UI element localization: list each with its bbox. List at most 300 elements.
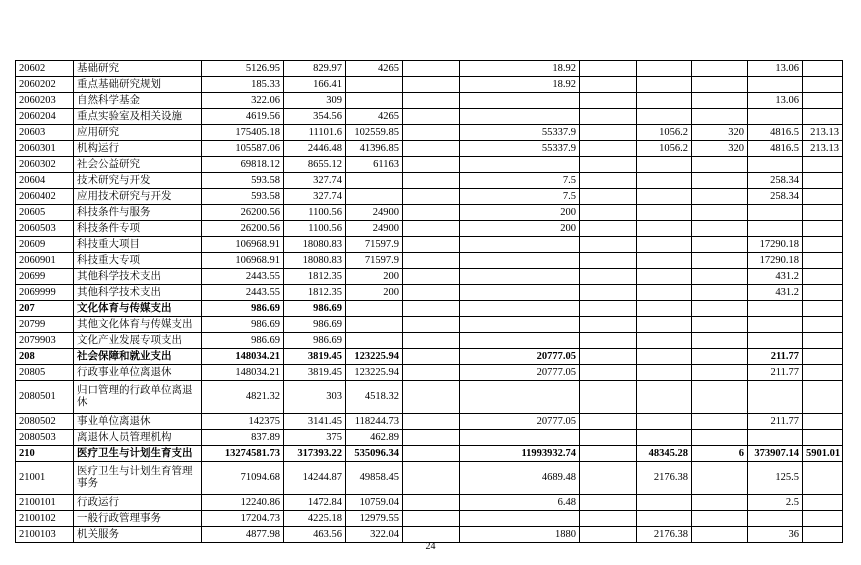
cell-name: 文化产业发展专项支出 bbox=[74, 333, 202, 349]
cell-code: 20605 bbox=[16, 205, 74, 221]
cell-value bbox=[637, 381, 692, 414]
table-row bbox=[16, 333, 843, 349]
cell-value bbox=[460, 93, 580, 109]
cell-value bbox=[692, 189, 748, 205]
table-row bbox=[16, 109, 843, 125]
cell-value bbox=[580, 365, 637, 381]
cell-value bbox=[803, 365, 843, 381]
cell-value: 7.5 bbox=[460, 173, 580, 189]
cell-value bbox=[803, 414, 843, 430]
cell-value bbox=[692, 253, 748, 269]
cell-value bbox=[637, 189, 692, 205]
cell-value bbox=[580, 381, 637, 414]
cell-value: 106968.91 bbox=[202, 253, 284, 269]
table-row bbox=[16, 301, 843, 317]
cell-value: 175405.18 bbox=[202, 125, 284, 141]
cell-value bbox=[637, 93, 692, 109]
cell-value bbox=[580, 414, 637, 430]
cell-value bbox=[692, 430, 748, 446]
cell-code: 2100103 bbox=[16, 527, 74, 543]
cell-value bbox=[403, 430, 460, 446]
cell-name: 其他文化体育与传媒支出 bbox=[74, 317, 202, 333]
cell-value: 18.92 bbox=[460, 61, 580, 77]
cell-value: 4518.32 bbox=[346, 381, 403, 414]
cell-value: 142375 bbox=[202, 414, 284, 430]
cell-value: 12240.86 bbox=[202, 495, 284, 511]
cell-value bbox=[637, 285, 692, 301]
cell-value: 320 bbox=[692, 141, 748, 157]
cell-value: 12979.55 bbox=[346, 511, 403, 527]
cell-value bbox=[580, 495, 637, 511]
cell-code: 207 bbox=[16, 301, 74, 317]
cell-value bbox=[580, 511, 637, 527]
cell-value bbox=[403, 269, 460, 285]
table-row bbox=[16, 253, 843, 269]
cell-value: 102559.85 bbox=[346, 125, 403, 141]
cell-value bbox=[460, 253, 580, 269]
cell-value bbox=[460, 301, 580, 317]
cell-value bbox=[637, 414, 692, 430]
cell-value: 1472.84 bbox=[284, 495, 346, 511]
cell-value: 1100.56 bbox=[284, 221, 346, 237]
cell-value bbox=[803, 157, 843, 173]
cell-value bbox=[692, 381, 748, 414]
cell-value: 166.41 bbox=[284, 77, 346, 93]
cell-value: 18080.83 bbox=[284, 237, 346, 253]
cell-value bbox=[692, 285, 748, 301]
table-row bbox=[16, 77, 843, 93]
cell-code: 20799 bbox=[16, 317, 74, 333]
cell-value bbox=[580, 462, 637, 495]
cell-value: 986.69 bbox=[202, 333, 284, 349]
cell-value: 4265 bbox=[346, 61, 403, 77]
cell-value: 5901.01 bbox=[803, 446, 843, 462]
cell-value bbox=[403, 253, 460, 269]
cell-value: 105587.06 bbox=[202, 141, 284, 157]
cell-value: 8655.12 bbox=[284, 157, 346, 173]
cell-value: 462.89 bbox=[346, 430, 403, 446]
cell-value: 118244.73 bbox=[346, 414, 403, 430]
cell-code: 2100101 bbox=[16, 495, 74, 511]
budget-table bbox=[15, 60, 843, 543]
cell-value: 986.69 bbox=[202, 301, 284, 317]
cell-value: 373907.14 bbox=[748, 446, 803, 462]
cell-code: 2080502 bbox=[16, 414, 74, 430]
cell-value bbox=[580, 173, 637, 189]
cell-value: 11993932.74 bbox=[460, 446, 580, 462]
cell-value bbox=[346, 301, 403, 317]
cell-value: 4821.32 bbox=[202, 381, 284, 414]
cell-name: 事业单位离退休 bbox=[74, 414, 202, 430]
cell-value: 354.56 bbox=[284, 109, 346, 125]
cell-value: 18.92 bbox=[460, 77, 580, 93]
cell-value bbox=[803, 173, 843, 189]
cell-value bbox=[403, 462, 460, 495]
cell-value: 2446.48 bbox=[284, 141, 346, 157]
cell-code: 2100102 bbox=[16, 511, 74, 527]
cell-value bbox=[748, 333, 803, 349]
cell-value bbox=[580, 349, 637, 365]
cell-value: 211.77 bbox=[748, 365, 803, 381]
cell-code: 21001 bbox=[16, 462, 74, 495]
cell-value: 4619.56 bbox=[202, 109, 284, 125]
cell-value bbox=[580, 205, 637, 221]
cell-value: 375 bbox=[284, 430, 346, 446]
cell-value: 11101.6 bbox=[284, 125, 346, 141]
cell-value bbox=[580, 253, 637, 269]
cell-value: 48345.28 bbox=[637, 446, 692, 462]
cell-value: 200 bbox=[346, 285, 403, 301]
cell-value bbox=[803, 462, 843, 495]
cell-value: 2176.38 bbox=[637, 462, 692, 495]
table-row bbox=[16, 285, 843, 301]
cell-value: 1100.56 bbox=[284, 205, 346, 221]
table-row bbox=[16, 141, 843, 157]
cell-value: 185.33 bbox=[202, 77, 284, 93]
cell-code: 2060204 bbox=[16, 109, 74, 125]
cell-value: 986.69 bbox=[284, 301, 346, 317]
cell-value: 303 bbox=[284, 381, 346, 414]
cell-value bbox=[460, 317, 580, 333]
cell-value bbox=[580, 189, 637, 205]
cell-code: 2079903 bbox=[16, 333, 74, 349]
cell-name: 社会保障和就业支出 bbox=[74, 349, 202, 365]
cell-value bbox=[637, 253, 692, 269]
table-row bbox=[16, 237, 843, 253]
cell-value bbox=[403, 237, 460, 253]
cell-value bbox=[580, 446, 637, 462]
cell-value bbox=[403, 61, 460, 77]
cell-value bbox=[403, 301, 460, 317]
cell-value bbox=[803, 237, 843, 253]
cell-value: 4816.5 bbox=[748, 125, 803, 141]
cell-value bbox=[803, 511, 843, 527]
cell-value bbox=[692, 205, 748, 221]
cell-value bbox=[748, 205, 803, 221]
cell-value bbox=[637, 365, 692, 381]
cell-value bbox=[460, 285, 580, 301]
cell-name: 离退休人员管理机构 bbox=[74, 430, 202, 446]
cell-value: 24900 bbox=[346, 221, 403, 237]
cell-value: 593.58 bbox=[202, 173, 284, 189]
cell-value: 18080.83 bbox=[284, 253, 346, 269]
cell-code: 20602 bbox=[16, 61, 74, 77]
cell-value bbox=[460, 157, 580, 173]
cell-value bbox=[580, 125, 637, 141]
cell-value bbox=[692, 221, 748, 237]
cell-value bbox=[637, 173, 692, 189]
cell-value bbox=[748, 430, 803, 446]
cell-value: 4689.48 bbox=[460, 462, 580, 495]
cell-value bbox=[692, 317, 748, 333]
cell-name: 行政运行 bbox=[74, 495, 202, 511]
cell-value bbox=[748, 301, 803, 317]
cell-value bbox=[803, 221, 843, 237]
cell-name: 医疗卫生与计划生育支出 bbox=[74, 446, 202, 462]
cell-value bbox=[580, 269, 637, 285]
cell-value: 24900 bbox=[346, 205, 403, 221]
cell-value bbox=[803, 333, 843, 349]
cell-value: 258.34 bbox=[748, 173, 803, 189]
table-row bbox=[16, 349, 843, 365]
cell-value: 41396.85 bbox=[346, 141, 403, 157]
cell-value bbox=[803, 349, 843, 365]
cell-value: 1880 bbox=[460, 527, 580, 543]
cell-value bbox=[637, 430, 692, 446]
cell-value: 125.5 bbox=[748, 462, 803, 495]
cell-value bbox=[803, 205, 843, 221]
cell-name: 科技重大专项 bbox=[74, 253, 202, 269]
table-row bbox=[16, 61, 843, 77]
cell-value bbox=[580, 61, 637, 77]
cell-value bbox=[460, 430, 580, 446]
cell-value: 1056.2 bbox=[637, 125, 692, 141]
cell-value bbox=[403, 141, 460, 157]
cell-value bbox=[403, 511, 460, 527]
cell-value bbox=[803, 430, 843, 446]
cell-value bbox=[346, 93, 403, 109]
cell-name: 社会公益研究 bbox=[74, 157, 202, 173]
cell-code: 2080503 bbox=[16, 430, 74, 446]
cell-value: 317393.22 bbox=[284, 446, 346, 462]
cell-value: 14244.87 bbox=[284, 462, 346, 495]
cell-name: 文化体育与传媒支出 bbox=[74, 301, 202, 317]
cell-value bbox=[346, 77, 403, 93]
cell-value: 36 bbox=[748, 527, 803, 543]
cell-value bbox=[403, 446, 460, 462]
table-row bbox=[16, 269, 843, 285]
cell-value: 71094.68 bbox=[202, 462, 284, 495]
cell-value bbox=[803, 93, 843, 109]
cell-value bbox=[637, 77, 692, 93]
cell-value: 148034.21 bbox=[202, 349, 284, 365]
cell-name: 应用技术研究与开发 bbox=[74, 189, 202, 205]
cell-value bbox=[637, 61, 692, 77]
cell-value bbox=[403, 317, 460, 333]
cell-value: 17290.18 bbox=[748, 237, 803, 253]
cell-value: 13274581.73 bbox=[202, 446, 284, 462]
cell-value bbox=[692, 61, 748, 77]
cell-value bbox=[346, 317, 403, 333]
cell-value: 320 bbox=[692, 125, 748, 141]
cell-value: 4816.5 bbox=[748, 141, 803, 157]
cell-value: 61163 bbox=[346, 157, 403, 173]
cell-value: 6 bbox=[692, 446, 748, 462]
cell-value bbox=[692, 237, 748, 253]
cell-value bbox=[460, 333, 580, 349]
cell-value: 829.97 bbox=[284, 61, 346, 77]
cell-value bbox=[692, 511, 748, 527]
cell-value bbox=[403, 173, 460, 189]
cell-value bbox=[692, 173, 748, 189]
cell-name: 重点实验室及相关设施 bbox=[74, 109, 202, 125]
cell-value bbox=[748, 157, 803, 173]
cell-value: 4877.98 bbox=[202, 527, 284, 543]
cell-value bbox=[460, 511, 580, 527]
cell-value bbox=[692, 462, 748, 495]
cell-code: 2080501 bbox=[16, 381, 74, 414]
cell-value bbox=[692, 77, 748, 93]
cell-value: 986.69 bbox=[284, 333, 346, 349]
cell-value: 258.34 bbox=[748, 189, 803, 205]
cell-value bbox=[460, 109, 580, 125]
cell-name: 一般行政管理事务 bbox=[74, 511, 202, 527]
cell-value bbox=[692, 365, 748, 381]
cell-value bbox=[403, 381, 460, 414]
cell-code: 2060202 bbox=[16, 77, 74, 93]
cell-value bbox=[460, 237, 580, 253]
cell-value bbox=[637, 349, 692, 365]
cell-value bbox=[637, 317, 692, 333]
cell-code: 210 bbox=[16, 446, 74, 462]
cell-value bbox=[692, 109, 748, 125]
cell-value bbox=[403, 333, 460, 349]
cell-code: 20609 bbox=[16, 237, 74, 253]
table-row bbox=[16, 93, 843, 109]
cell-value: 431.2 bbox=[748, 285, 803, 301]
cell-value bbox=[403, 414, 460, 430]
cell-value bbox=[580, 317, 637, 333]
cell-value: 20777.05 bbox=[460, 365, 580, 381]
cell-value bbox=[637, 221, 692, 237]
cell-code: 2060402 bbox=[16, 189, 74, 205]
cell-value: 2443.55 bbox=[202, 285, 284, 301]
cell-value bbox=[403, 109, 460, 125]
cell-value: 327.74 bbox=[284, 189, 346, 205]
cell-value bbox=[403, 205, 460, 221]
cell-value bbox=[748, 221, 803, 237]
cell-value bbox=[346, 173, 403, 189]
cell-value bbox=[692, 93, 748, 109]
cell-code: 208 bbox=[16, 349, 74, 365]
cell-code: 2060503 bbox=[16, 221, 74, 237]
cell-value: 7.5 bbox=[460, 189, 580, 205]
cell-value: 3819.45 bbox=[284, 365, 346, 381]
cell-value bbox=[637, 237, 692, 253]
cell-value: 13.06 bbox=[748, 93, 803, 109]
cell-value bbox=[692, 333, 748, 349]
cell-value: 986.69 bbox=[202, 317, 284, 333]
cell-code: 20805 bbox=[16, 365, 74, 381]
cell-value: 20777.05 bbox=[460, 349, 580, 365]
cell-value bbox=[803, 495, 843, 511]
cell-value: 49858.45 bbox=[346, 462, 403, 495]
cell-value bbox=[692, 301, 748, 317]
cell-value: 837.89 bbox=[202, 430, 284, 446]
cell-value: 123225.94 bbox=[346, 349, 403, 365]
cell-value bbox=[580, 333, 637, 349]
cell-value: 17290.18 bbox=[748, 253, 803, 269]
cell-value bbox=[403, 77, 460, 93]
cell-value bbox=[637, 511, 692, 527]
cell-value bbox=[346, 333, 403, 349]
table-row bbox=[16, 462, 843, 495]
cell-code: 20603 bbox=[16, 125, 74, 141]
cell-value: 5126.95 bbox=[202, 61, 284, 77]
cell-value: 69818.12 bbox=[202, 157, 284, 173]
cell-value bbox=[803, 317, 843, 333]
cell-value: 4225.18 bbox=[284, 511, 346, 527]
cell-value bbox=[803, 269, 843, 285]
cell-code: 2069999 bbox=[16, 285, 74, 301]
cell-code: 2060203 bbox=[16, 93, 74, 109]
cell-value bbox=[403, 365, 460, 381]
cell-value bbox=[637, 109, 692, 125]
cell-value: 309 bbox=[284, 93, 346, 109]
cell-value: 211.77 bbox=[748, 349, 803, 365]
table-row bbox=[16, 125, 843, 141]
cell-value bbox=[637, 205, 692, 221]
cell-value bbox=[637, 269, 692, 285]
cell-value bbox=[803, 189, 843, 205]
cell-value bbox=[748, 77, 803, 93]
table-row bbox=[16, 495, 843, 511]
cell-value bbox=[748, 109, 803, 125]
cell-value bbox=[803, 77, 843, 93]
cell-value bbox=[403, 221, 460, 237]
cell-value bbox=[403, 125, 460, 141]
cell-value bbox=[403, 189, 460, 205]
cell-value: 148034.21 bbox=[202, 365, 284, 381]
cell-value bbox=[403, 495, 460, 511]
cell-value bbox=[692, 414, 748, 430]
table-row bbox=[16, 365, 843, 381]
cell-value bbox=[580, 221, 637, 237]
cell-value: 10759.04 bbox=[346, 495, 403, 511]
cell-code: 2060901 bbox=[16, 253, 74, 269]
cell-value: 463.56 bbox=[284, 527, 346, 543]
cell-value bbox=[803, 61, 843, 77]
cell-value bbox=[803, 285, 843, 301]
cell-value: 123225.94 bbox=[346, 365, 403, 381]
cell-value bbox=[637, 495, 692, 511]
cell-value bbox=[580, 237, 637, 253]
cell-code: 2060301 bbox=[16, 141, 74, 157]
cell-name: 机关服务 bbox=[74, 527, 202, 543]
cell-value bbox=[748, 381, 803, 414]
cell-name: 科技条件专项 bbox=[74, 221, 202, 237]
cell-name: 基础研究 bbox=[74, 61, 202, 77]
cell-name: 技术研究与开发 bbox=[74, 173, 202, 189]
cell-value bbox=[580, 285, 637, 301]
cell-value: 1812.35 bbox=[284, 285, 346, 301]
cell-value: 213.13 bbox=[803, 141, 843, 157]
cell-name: 行政事业单位离退休 bbox=[74, 365, 202, 381]
cell-value: 200 bbox=[460, 205, 580, 221]
cell-value: 3819.45 bbox=[284, 349, 346, 365]
cell-value bbox=[580, 141, 637, 157]
cell-value: 213.13 bbox=[803, 125, 843, 141]
table-row bbox=[16, 430, 843, 446]
cell-name: 其他科学技术支出 bbox=[74, 285, 202, 301]
cell-value: 200 bbox=[346, 269, 403, 285]
cell-value bbox=[803, 253, 843, 269]
cell-name: 机构运行 bbox=[74, 141, 202, 157]
cell-name: 重点基础研究规划 bbox=[74, 77, 202, 93]
table-row bbox=[16, 173, 843, 189]
table-row bbox=[16, 446, 843, 462]
cell-name: 其他科学技术支出 bbox=[74, 269, 202, 285]
cell-value: 535096.34 bbox=[346, 446, 403, 462]
cell-value: 2443.55 bbox=[202, 269, 284, 285]
cell-value bbox=[346, 189, 403, 205]
table-body bbox=[16, 61, 843, 543]
cell-value: 322.04 bbox=[346, 527, 403, 543]
table-row bbox=[16, 221, 843, 237]
cell-value: 211.77 bbox=[748, 414, 803, 430]
cell-value bbox=[460, 381, 580, 414]
cell-value bbox=[580, 430, 637, 446]
